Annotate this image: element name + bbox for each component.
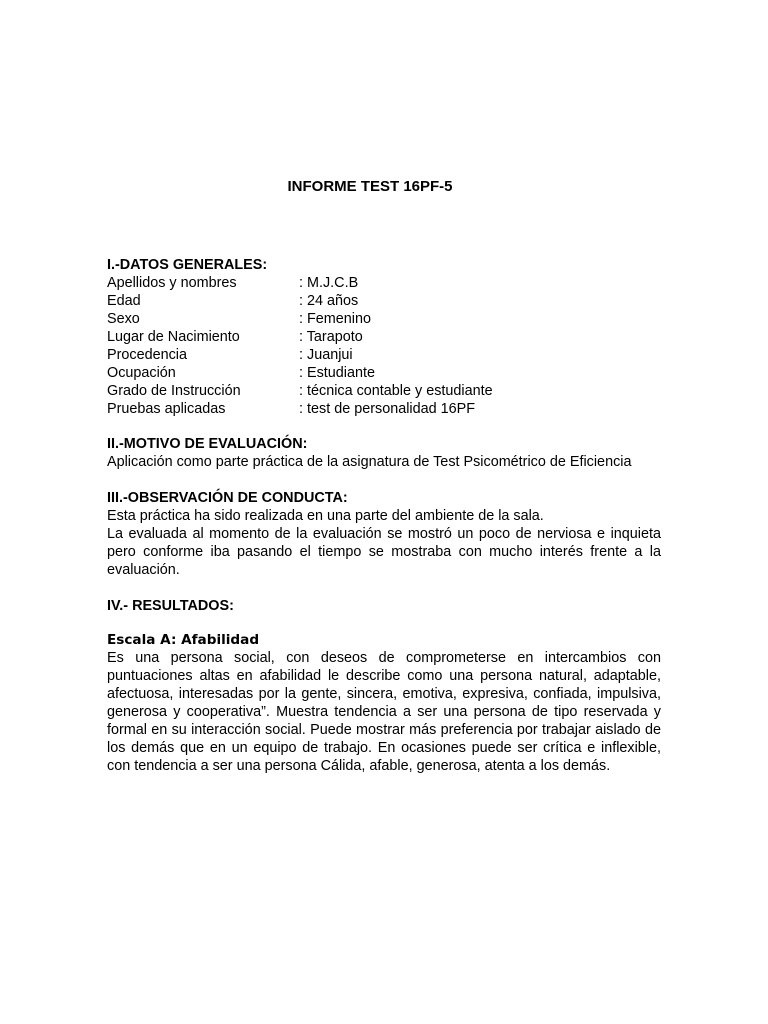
datos-row-label: Apellidos y nombres (107, 275, 237, 291)
datos-row-label: Grado de Instrucción (107, 383, 241, 399)
datos-row-value: : M.J.C.B (299, 275, 359, 291)
datos-row-value: : Tarapoto (299, 329, 363, 345)
observacion-heading: III.-OBSERVACIÓN DE CONDUCTA: (107, 490, 348, 506)
datos-row-value: : técnica contable y estudiante (299, 383, 493, 399)
observacion-section (107, 489, 661, 579)
datos-row-label: Ocupación (107, 365, 176, 381)
escala-a-text: Es una persona social, con deseos de comprometerse en intercambios con puntuaciones altas en afabilidad le describe como una persona natural, adaptable, afectuosa, interesadas por la gente, sincera, emotiva, expresiva, confiada, impulsiva, generosa y cooperativa”. Muestra tendencia a ser una persona de tipo reservada y formal en su interacción social. Puede mostrar más preferencia por trabajar aislado de los demás que en un equipo de trabajo. En ocasiones puede ser crítica e inflexible, con tendencia a ser una persona Cálida, afable, generosa, atenta a los demás. (107, 650, 661, 774)
resultados-heading: IV.- RESULTADOS: (107, 598, 234, 614)
datos-row-value: : 24 años (299, 293, 359, 309)
datos-row (107, 310, 661, 328)
motivo-section (107, 435, 661, 471)
observacion-line1: Esta práctica ha sido realizada en una parte del ambiente de la sala. (107, 508, 544, 524)
datos-row (107, 346, 661, 364)
datos-row-label: Edad (107, 293, 141, 309)
datos-row (107, 364, 661, 382)
datos-row-value: : Juanjui (299, 347, 353, 363)
datos-row-label: Lugar de Nacimiento (107, 329, 240, 345)
motivo-text: Aplicación como parte práctica de la asignatura de Test Psicométrico de Eficiencia (107, 454, 632, 470)
resultados-section (107, 597, 661, 775)
datos-generales-table (107, 274, 661, 418)
datos-row-label: Pruebas aplicadas (107, 401, 226, 417)
datos-generales-section (107, 256, 661, 418)
observacion-line2: La evaluada al momento de la evaluación se mostró un poco de nerviosa e inquieta pero conforme iba pasando el tiempo se mostraba con mucho interés frente a la evaluación. (107, 526, 661, 578)
datos-row (107, 328, 661, 346)
datos-row-value: : Femenino (299, 311, 371, 327)
datos-row (107, 274, 661, 292)
escala-a-title: Escala A: Afabilidad (107, 632, 260, 648)
datos-row (107, 400, 661, 418)
datos-row-label: Sexo (107, 311, 140, 327)
datos-generales-heading: I.-DATOS GENERALES: (107, 257, 268, 273)
document-title: INFORME TEST 16PF-5 (287, 178, 453, 195)
datos-row-value: : test de personalidad 16PF (299, 401, 475, 417)
datos-row-label: Procedencia (107, 347, 187, 363)
datos-row (107, 382, 661, 400)
motivo-heading: II.-MOTIVO DE EVALUACIÓN: (107, 436, 308, 452)
datos-row (107, 292, 661, 310)
datos-row-value: : Estudiante (299, 365, 376, 381)
